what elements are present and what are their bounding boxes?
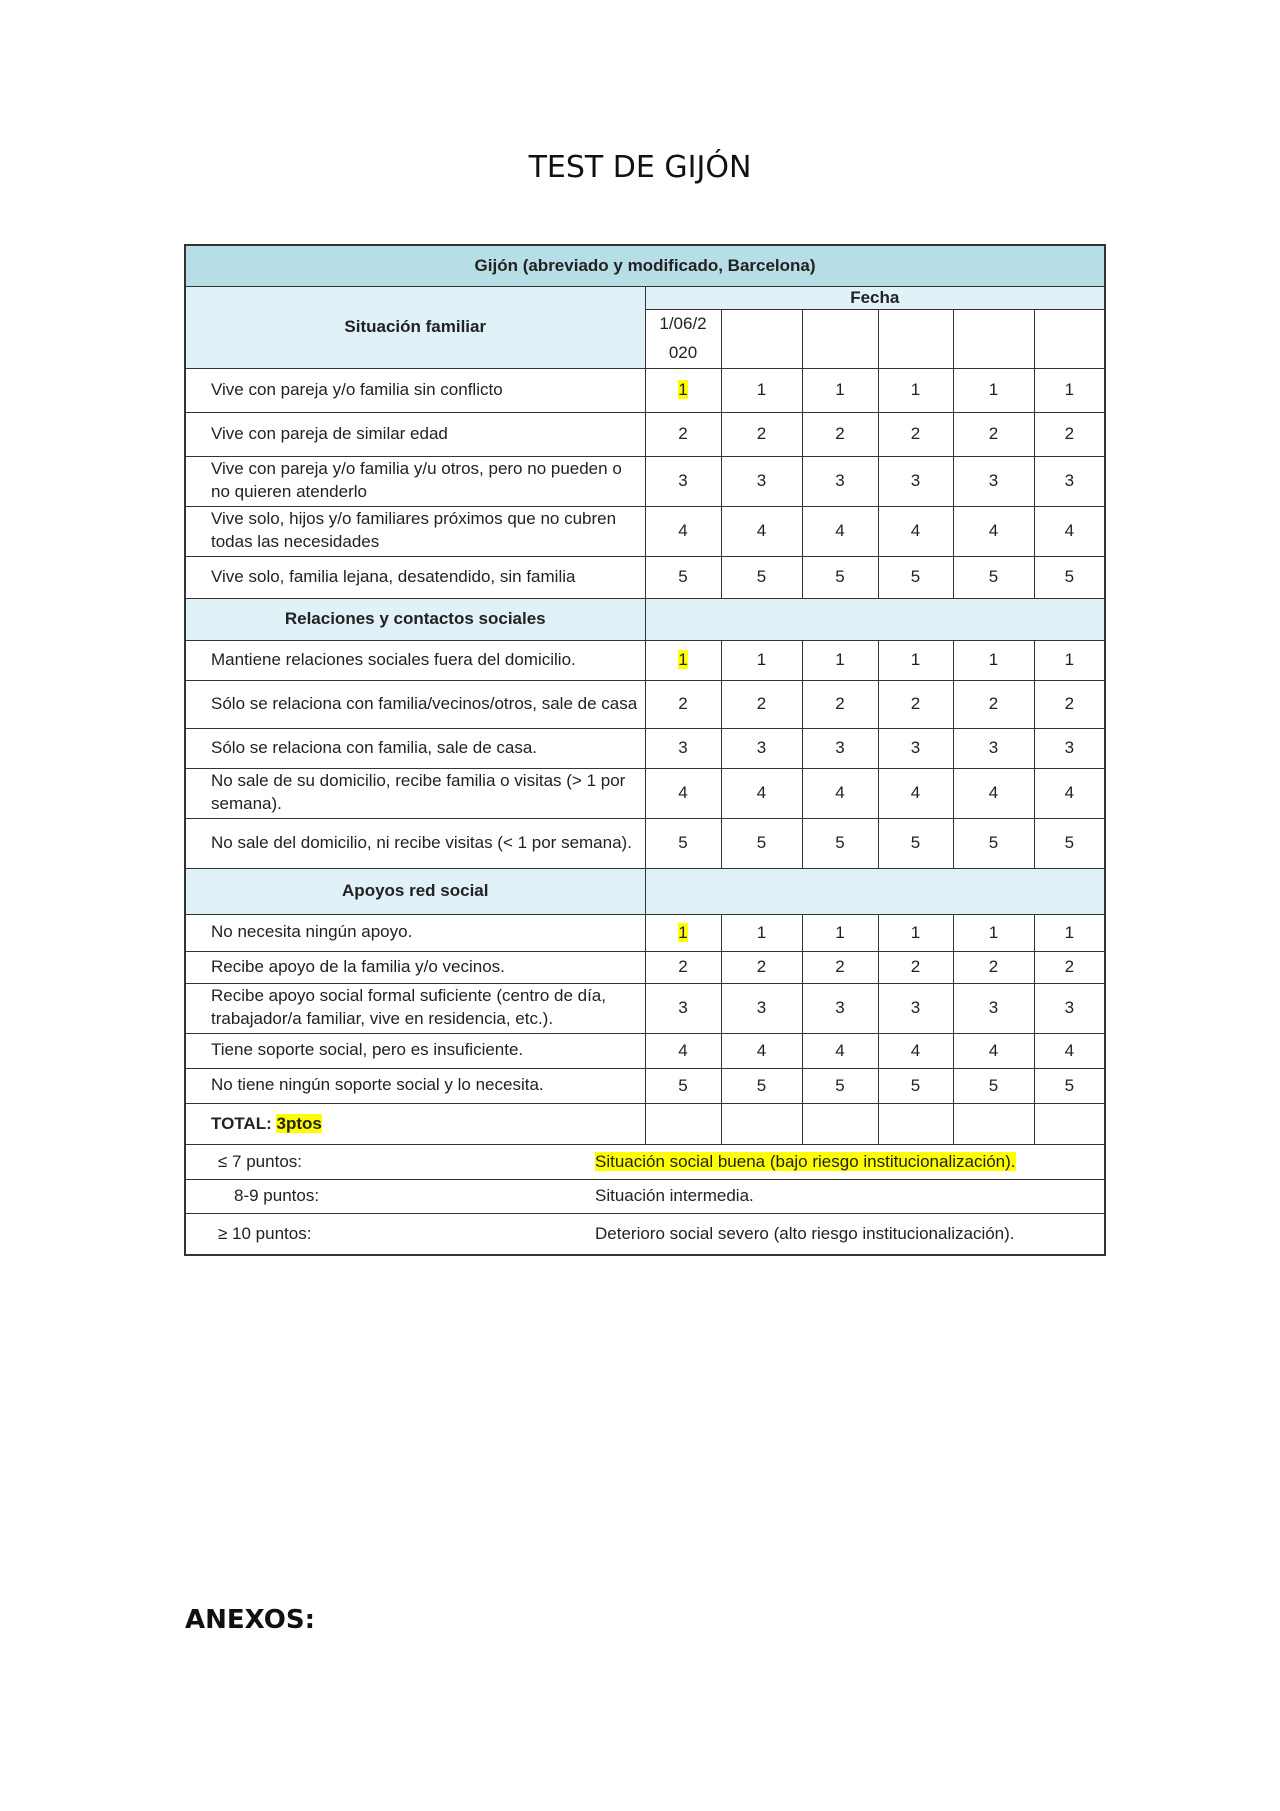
date-cell: [721, 310, 802, 369]
table-row: [185, 368, 1105, 412]
interpretation-row: [185, 1179, 1105, 1213]
score-cell: 5: [802, 556, 878, 598]
score-cell: 4: [878, 1033, 953, 1068]
item-text: Mantiene relaciones sociales fuera del domicilio.: [185, 640, 645, 680]
score-cell: 5: [1034, 556, 1105, 598]
score-cell: 1: [1034, 640, 1105, 680]
score-cell: 4: [645, 1033, 721, 1068]
score-cell: 5: [645, 1068, 721, 1103]
score-cell: 5: [953, 818, 1034, 868]
date-cell: [1034, 310, 1105, 369]
score-cell: 5: [1034, 1068, 1105, 1103]
score-cell: 3: [1034, 728, 1105, 768]
item-text: No necesita ningún apoyo.: [185, 914, 645, 951]
empty-cell: [878, 1103, 953, 1144]
score-cell: 1: [953, 368, 1034, 412]
score-cell: 5: [878, 556, 953, 598]
score-cell: 5: [878, 1068, 953, 1103]
score-cell-selected: 1: [678, 380, 688, 400]
interpretation-row: [185, 1144, 1105, 1179]
score-cell: 1: [721, 914, 802, 951]
score-cell: 4: [1034, 1033, 1105, 1068]
table-row: [185, 1033, 1105, 1068]
score-cell: 4: [1034, 768, 1105, 818]
score-cell: 5: [953, 1068, 1034, 1103]
score-cell: 2: [1034, 951, 1105, 983]
score-cell: 4: [878, 506, 953, 556]
score-cell: 1: [878, 914, 953, 951]
date-cell: [878, 310, 953, 369]
table-row: [185, 506, 1105, 556]
total-cell: [185, 1103, 645, 1144]
score-cell: 3: [721, 456, 802, 506]
score-description-text: Deterioro social severo (alto riesgo institucionalización).: [595, 1224, 1015, 1244]
score-cell: 2: [1034, 412, 1105, 456]
section-row: [185, 868, 1105, 914]
score-cell: 3: [645, 456, 721, 506]
score-cell: 5: [953, 556, 1034, 598]
gijon-test-table: [184, 244, 1106, 1256]
score-cell: 5: [802, 818, 878, 868]
total-row: [185, 1103, 1105, 1144]
score-cell-selected: 1: [678, 922, 688, 942]
score-cell: 3: [1034, 983, 1105, 1033]
score-cell: 4: [1034, 506, 1105, 556]
table-row: [185, 914, 1105, 951]
score-cell: 2: [645, 680, 721, 728]
score-cell: 4: [645, 506, 721, 556]
empty-cell: [953, 1103, 1034, 1144]
score-cell: 3: [802, 456, 878, 506]
table-row: [185, 768, 1105, 818]
score-cell: 1: [878, 640, 953, 680]
score-cell: 3: [802, 983, 878, 1033]
score-cell: 4: [953, 1033, 1034, 1068]
item-text: Vive con pareja y/o familia y/u otros, pero no pueden o no quieren atenderlo: [185, 456, 645, 506]
annex-heading: ANEXOS:: [185, 1605, 315, 1635]
table-row: [185, 1068, 1105, 1103]
item-text: No sale de su domicilio, recibe familia o visitas (> 1 por semana).: [185, 768, 645, 818]
item-text: Tiene soporte social, pero es insuficiente.: [185, 1033, 645, 1068]
score-cell: 5: [878, 818, 953, 868]
score-range: 8-9 puntos:: [185, 1179, 645, 1213]
score-cell: 4: [645, 768, 721, 818]
score-cell: 2: [953, 412, 1034, 456]
score-cell: 5: [1034, 818, 1105, 868]
score-cell: 2: [953, 951, 1034, 983]
item-text: Recibe apoyo de la familia y/o vecinos.: [185, 951, 645, 983]
empty-cell: [802, 1103, 878, 1144]
item-text: Vive solo, familia lejana, desatendido, sin familia: [185, 556, 645, 598]
page-title: TEST DE GIJÓN: [528, 150, 752, 185]
score-cell: 2: [721, 951, 802, 983]
score-cell: 2: [721, 680, 802, 728]
score-cell: 1: [878, 368, 953, 412]
score-cell: 2: [645, 412, 721, 456]
score-range: ≤ 7 puntos:: [185, 1144, 645, 1179]
table-row: [185, 640, 1105, 680]
score-cell: 5: [721, 1068, 802, 1103]
score-description: [595, 1144, 1105, 1179]
section-title-situacion-familiar: Situación familiar: [185, 287, 645, 369]
score-cell: 1: [802, 640, 878, 680]
score-cell: 1: [953, 640, 1034, 680]
item-text: Vive solo, hijos y/o familiares próximos que no cubren todas las necesidades: [185, 506, 645, 556]
score-cell: 3: [953, 728, 1034, 768]
score-cell: 3: [878, 456, 953, 506]
score-cell: 2: [721, 412, 802, 456]
score-cell: 3: [721, 983, 802, 1033]
table-row: [185, 728, 1105, 768]
empty-cell: [1034, 1103, 1105, 1144]
score-cell-selected: 1: [678, 650, 688, 670]
table-row: [185, 412, 1105, 456]
score-description-highlighted: Situación social buena (bajo riesgo institucionalización).: [595, 1151, 1016, 1171]
score-cell: 5: [802, 1068, 878, 1103]
score-cell: 2: [802, 412, 878, 456]
table-row: [185, 983, 1105, 1033]
score-cell: 3: [953, 456, 1034, 506]
total-value: 3ptos: [276, 1113, 322, 1133]
table-row: [185, 951, 1105, 983]
item-text: Recibe apoyo social formal suficiente (centro de día, trabajador/a familiar, vive en residencia, etc.).: [185, 983, 645, 1033]
section-row: [185, 598, 1105, 640]
item-text: No tiene ningún soporte social y lo necesita.: [185, 1068, 645, 1103]
date-cell: 1/06/2 020: [645, 310, 721, 369]
score-cell: 2: [878, 412, 953, 456]
table-row: [185, 456, 1105, 506]
table-row: [185, 818, 1105, 868]
score-cell: 2: [802, 680, 878, 728]
score-cell: 1: [721, 368, 802, 412]
item-text: Sólo se relaciona con familia, sale de casa.: [185, 728, 645, 768]
score-description-text: Situación intermedia.: [595, 1186, 754, 1206]
score-cell: 1: [1034, 914, 1105, 951]
score-cell: 3: [645, 983, 721, 1033]
date-cell: [802, 310, 878, 369]
score-cell: 3: [645, 728, 721, 768]
score-cell: 5: [645, 818, 721, 868]
item-text: Vive con pareja de similar edad: [185, 412, 645, 456]
score-cell: 1: [802, 368, 878, 412]
score-cell: 4: [953, 506, 1034, 556]
date-header-row: [185, 287, 1105, 310]
score-cell: 3: [878, 728, 953, 768]
score-cell: 5: [721, 818, 802, 868]
score-cell: 3: [878, 983, 953, 1033]
score-cell: 3: [802, 728, 878, 768]
score-cell: 3: [1034, 456, 1105, 506]
score-cell: 2: [878, 680, 953, 728]
score-cell: 3: [953, 983, 1034, 1033]
score-cell: 4: [953, 768, 1034, 818]
score-cell: 4: [802, 768, 878, 818]
table-row: [185, 680, 1105, 728]
score-cell: 4: [802, 1033, 878, 1068]
total-label: TOTAL:: [211, 1113, 272, 1133]
score-cell: 2: [802, 951, 878, 983]
table-row: [185, 556, 1105, 598]
section-fill: [645, 868, 1105, 914]
score-cell: 2: [645, 951, 721, 983]
score-cell: 2: [953, 680, 1034, 728]
caption-row: [185, 245, 1105, 287]
section-fill: [645, 598, 1105, 640]
score-cell: 5: [645, 556, 721, 598]
section-title-relaciones: Relaciones y contactos sociales: [185, 598, 645, 640]
score-cell: 4: [721, 506, 802, 556]
score-cell: 4: [878, 768, 953, 818]
score-cell: 1: [721, 640, 802, 680]
empty-cell: [721, 1103, 802, 1144]
item-text: No sale del domicilio, ni recibe visitas (< 1 por semana).: [185, 818, 645, 868]
section-title-apoyos: Apoyos red social: [185, 868, 645, 914]
score-description: [595, 1213, 1105, 1255]
score-cell: 5: [721, 556, 802, 598]
score-cell: 1: [802, 914, 878, 951]
score-cell: 1: [1034, 368, 1105, 412]
interpretation-row: [185, 1213, 1105, 1255]
score-cell: 4: [721, 768, 802, 818]
date-cell: [953, 310, 1034, 369]
score-range: ≥ 10 puntos:: [185, 1213, 645, 1255]
item-text: Vive con pareja y/o familia sin conflicto: [185, 368, 645, 412]
score-cell: 2: [878, 951, 953, 983]
table-body: [185, 245, 1105, 1255]
score-cell: 2: [1034, 680, 1105, 728]
score-cell: 4: [721, 1033, 802, 1068]
score-description: [595, 1179, 1105, 1213]
score-cell: 4: [802, 506, 878, 556]
score-cell: 3: [721, 728, 802, 768]
date-header: Fecha: [645, 287, 1105, 310]
item-text: Sólo se relaciona con familia/vecinos/otros, sale de casa: [185, 680, 645, 728]
score-cell: 1: [953, 914, 1034, 951]
empty-cell: [645, 1103, 721, 1144]
table-caption: Gijón (abreviado y modificado, Barcelona): [185, 245, 1105, 287]
